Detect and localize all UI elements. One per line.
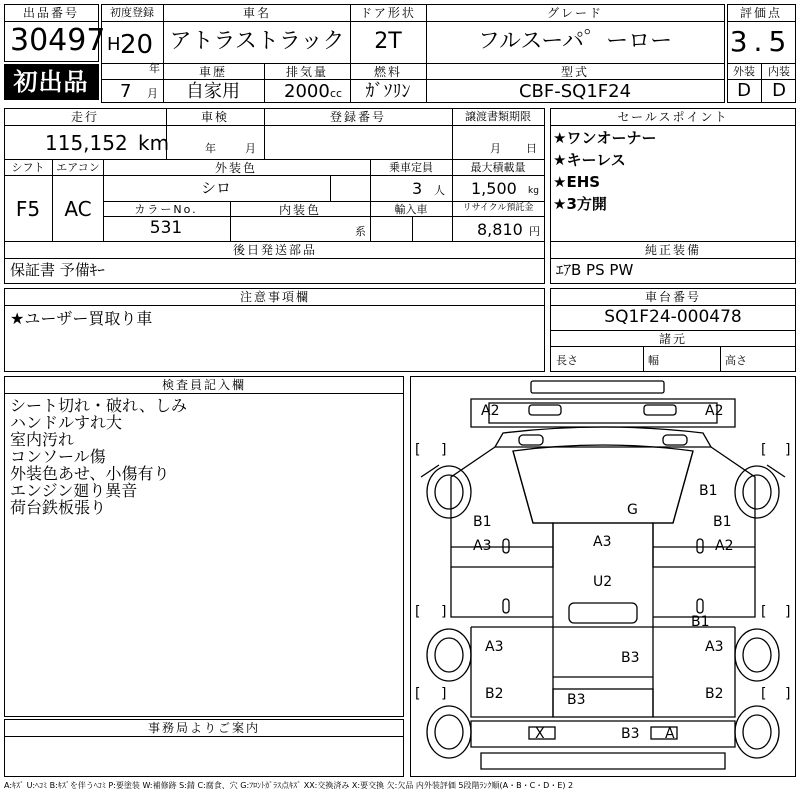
- doors-label: ドア形状: [360, 6, 416, 20]
- model: CBF-SQ1F24: [518, 81, 632, 102]
- first-reg-year: 20: [120, 30, 154, 60]
- inspector-line-4: コンソール傷: [10, 447, 106, 466]
- load-unit: kg: [528, 186, 539, 196]
- first-reg-month: 7: [120, 81, 132, 102]
- inspection-month-unit: 月: [245, 142, 256, 155]
- sales-point-2: ★キーレス: [553, 151, 626, 169]
- inspection-year-unit: 年: [205, 142, 216, 155]
- inspector-label: 検査員記入欄: [161, 378, 247, 392]
- inspector-line-2: ハンドルすれ大: [10, 413, 123, 432]
- car-name: アトラストラック: [169, 29, 345, 54]
- mark-front-right: A2: [705, 403, 724, 419]
- mark-bumper-center: B3: [621, 726, 640, 742]
- inspector-line-3: 室内汚れ: [10, 430, 75, 449]
- load-label: 最大積載量: [470, 161, 526, 174]
- mark-left-door: B1: [473, 514, 492, 530]
- import-label: 輸入車: [394, 203, 428, 216]
- mark-right-door: B1: [713, 514, 732, 530]
- first-reg-label: 初度登録: [110, 6, 154, 19]
- equipment-label: 純正装備: [644, 243, 702, 257]
- mileage-unit: km: [138, 131, 170, 155]
- inspector-line-6: エンジン廻り異音: [10, 481, 138, 500]
- ac: AC: [64, 197, 92, 221]
- shift-label: シフト: [11, 161, 45, 174]
- inspector-line-1: シート切れ・破れ、しみ: [10, 396, 187, 415]
- notes: ★ユーザー買取り車: [10, 309, 153, 328]
- chassis-label: 車台番号: [644, 290, 702, 304]
- bracket-10: ]: [441, 686, 447, 702]
- transfer-month-unit: 月: [490, 142, 501, 155]
- inspection-label: 車検: [200, 110, 230, 124]
- mark-bumper-right: A: [665, 726, 675, 742]
- displacement-unit: cc: [330, 87, 343, 100]
- grade-label: グレード: [546, 6, 604, 20]
- dims-label: 諸元: [658, 332, 688, 346]
- int-color-suffix: 系: [355, 225, 366, 238]
- bracket-8: ]: [785, 604, 791, 620]
- mark-left-door-2: A3: [473, 538, 492, 554]
- transfer-label: 譲渡書類期限: [465, 110, 531, 123]
- mark-rear-left-2: B2: [485, 686, 504, 702]
- later-parts: 保証書 予備ｷｰ: [10, 261, 105, 279]
- interior-label: 内装: [768, 65, 790, 78]
- era: H: [107, 34, 121, 55]
- mark-front-left: A2: [481, 403, 500, 419]
- capacity-label: 乗車定員: [389, 161, 433, 174]
- recycle-label: リサイクル預託金: [462, 203, 534, 213]
- recycle: 8,810: [477, 220, 523, 239]
- inspector-line-5: 外装色あせ、小傷有り: [10, 464, 170, 483]
- exhibit-no-label: 出品番号: [22, 6, 80, 20]
- bracket-11: [: [761, 686, 767, 702]
- history-label: 車歴: [198, 65, 228, 79]
- inspector-line-7: 荷台鉄板張り: [10, 498, 107, 517]
- mark-bed: U2: [593, 574, 613, 590]
- doors: 2T: [374, 29, 402, 54]
- mark-rear-panel: B3: [567, 692, 586, 708]
- sales-point-3: ★EHS: [553, 173, 601, 191]
- displacement-label: 排気量: [285, 65, 329, 79]
- sales-point-1: ★ワンオーナー: [553, 129, 657, 147]
- grade: フルスーパ゜ーロー: [477, 29, 673, 54]
- mark-bed-right: B1: [691, 614, 710, 630]
- history: 自家用: [186, 81, 240, 102]
- displacement: 2000: [284, 81, 330, 102]
- bracket-5: [: [415, 604, 421, 620]
- sales-points-label: セールスポイント: [617, 110, 729, 124]
- bracket-4: ]: [785, 442, 791, 458]
- notes-label: 注意事項欄: [239, 290, 311, 304]
- score: 3.5: [729, 25, 793, 58]
- recycle-unit: 円: [529, 225, 540, 238]
- model-label: 型式: [560, 65, 590, 79]
- mark-rear-right-2: B2: [705, 686, 724, 702]
- mileage-label: 走行: [70, 110, 100, 124]
- mark-windshield: G: [627, 502, 638, 518]
- transfer-day-unit: 日: [526, 142, 537, 155]
- score-label: 評価点: [739, 6, 783, 20]
- chassis-no: SQ1F24-000478: [604, 307, 742, 327]
- bracket-2: ]: [441, 442, 447, 458]
- color-label: 外装色: [214, 161, 258, 175]
- exterior-label: 外装: [733, 65, 755, 78]
- year-unit: 年: [149, 62, 160, 75]
- bracket-6: ]: [441, 604, 447, 620]
- damage-legend: A:ｷｽﾞ U:ﾍｺﾐ B:ｷｽﾞを伴うﾍｺﾐ P:要塗装 W:補修跡 S:錆 C:腐食、穴 G:ﾌﾛﾝﾄｶﾞﾗｽ点ｷｽﾞ XX:交換済み X:要交換 欠:欠品 内外装評価 5段階ﾗﾝｸ順(A・B・C・D・E) 2: [4, 781, 574, 790]
- capacity-unit: 人: [434, 184, 445, 197]
- load: 1,500: [471, 179, 517, 198]
- fuel-label: 燃料: [373, 65, 403, 79]
- exterior-grade: D: [737, 80, 751, 101]
- mileage: 115,152: [45, 131, 128, 155]
- mark-roof: A3: [593, 534, 612, 550]
- mark-bumper-left: X: [535, 726, 545, 742]
- mark-right-cab: B1: [699, 483, 718, 499]
- interior-grade: D: [772, 80, 786, 101]
- capacity: 3: [412, 179, 423, 198]
- exhibit-no: 30497: [10, 23, 106, 58]
- car-name-label: 車名: [242, 6, 272, 20]
- ac-label: エアコン: [56, 161, 100, 174]
- int-color-label: 内装色: [278, 203, 322, 217]
- later-parts-label: 後日発送部品: [232, 243, 318, 257]
- first-listing-text: 初出品: [13, 68, 89, 96]
- sales-point-4: ★3方開: [553, 195, 607, 213]
- reg-no-label: 登録番号: [329, 110, 387, 124]
- mark-tailgate: B3: [621, 650, 640, 666]
- mark-rear-right: A3: [705, 639, 724, 655]
- mark-rear-left: A3: [485, 639, 504, 655]
- color-no-label: カラーNo.: [134, 203, 198, 216]
- fuel: ｶﾞｿﾘﾝ: [365, 81, 411, 102]
- shift: F5: [15, 197, 41, 221]
- color: シロ: [200, 179, 232, 197]
- mark-right-door-2: A2: [715, 538, 734, 554]
- width-label: 幅: [648, 354, 659, 367]
- bracket-7: [: [761, 604, 767, 620]
- height-label: 高さ: [725, 354, 747, 367]
- bracket-12: ]: [785, 686, 791, 702]
- color-no: 531: [149, 218, 183, 238]
- bracket-9: [: [415, 686, 421, 702]
- bracket-1: [: [415, 442, 421, 458]
- damage-diagram: [410, 376, 796, 777]
- equipment: ｴｱB PS PW: [556, 261, 634, 279]
- length-label: 長さ: [556, 354, 578, 367]
- office-label: 事務局よりご案内: [147, 721, 261, 735]
- bracket-3: [: [761, 442, 767, 458]
- month-unit: 月: [147, 87, 158, 100]
